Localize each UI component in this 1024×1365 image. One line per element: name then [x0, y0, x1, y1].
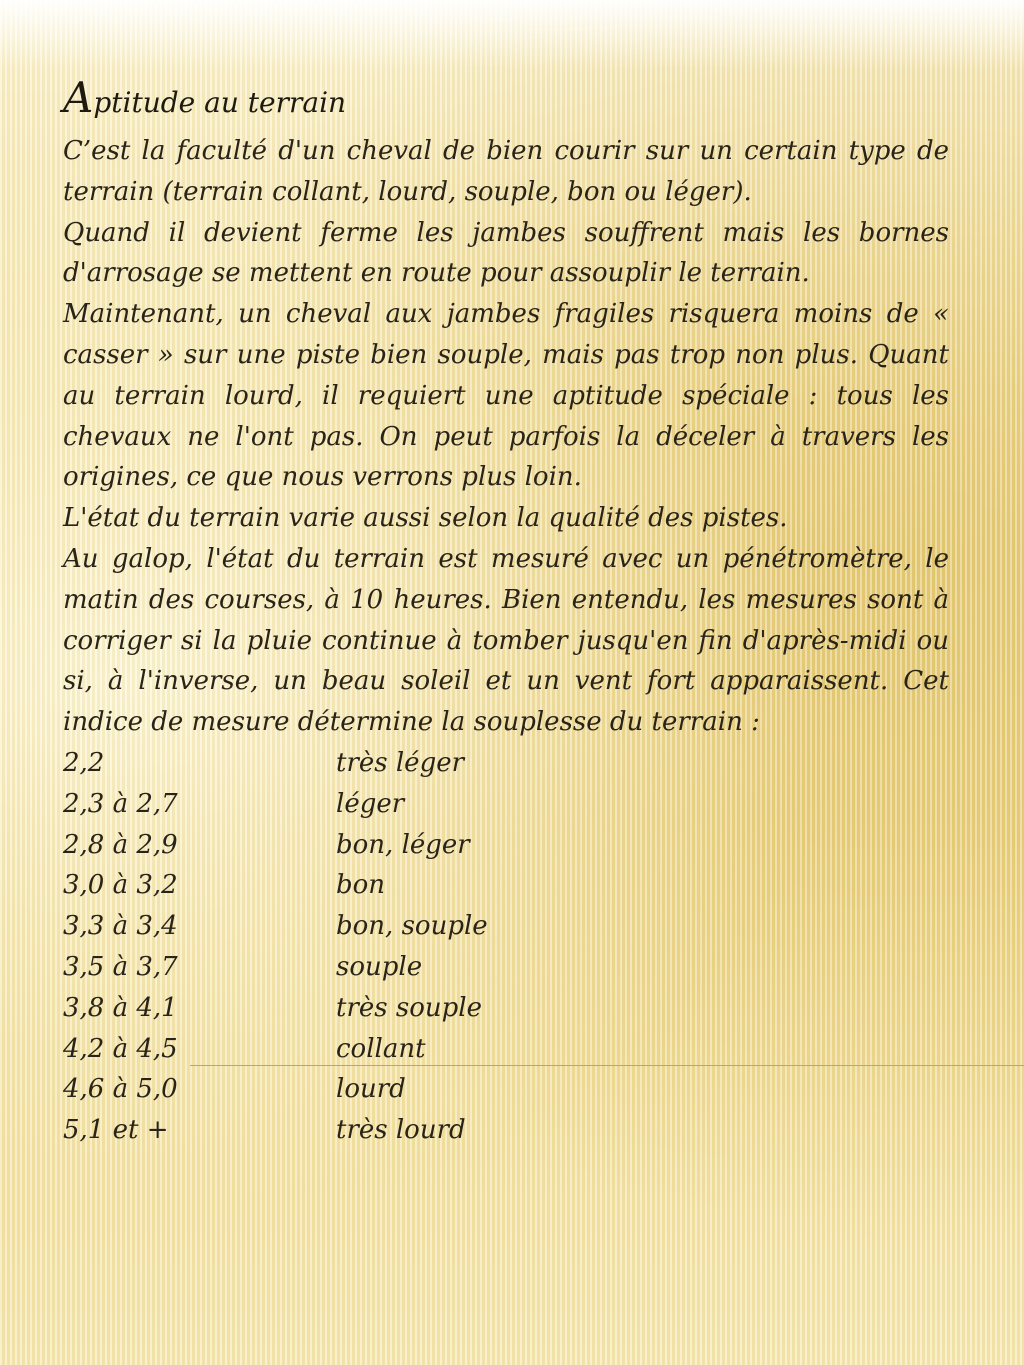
- scale-range: 4,6 à 5,0: [63, 1074, 178, 1105]
- scale-row: [63, 865, 949, 906]
- title-rest: ptitude au terrain: [93, 86, 347, 119]
- paragraph-track-quality: L'état du terrain varie aussi selon la qualité des pistes.: [63, 503, 788, 534]
- scale-range: 5,1 et +: [63, 1115, 169, 1146]
- scale-row: [63, 784, 949, 825]
- terrain-scale-list: [63, 743, 949, 1151]
- scale-label: collant: [336, 1033, 426, 1064]
- title-initial: A: [63, 73, 94, 122]
- paragraph-definition: C’est la faculté d'un cheval de bien courir sur un certain type de terrain (terrain collant, lourd, souple, bon ou léger).: [63, 136, 949, 207]
- paragraph-penetrometer: Au galop, l'état du terrain est mesuré avec un pénétromètre, le matin des courses, à 10 heures. Bien entendu, les mesures sont à corriger si la pluie continue à tomber jusqu'en fin d'après-midi ou si, à l'inverse, un beau soleil et un vent fort apparaissent. Cet indice de mesure détermine la souplesse du terrain :: [63, 543, 949, 738]
- top-fade: [0, 0, 1024, 70]
- scale-row: [63, 947, 949, 988]
- scale-label: souple: [336, 951, 423, 982]
- scale-range: 3,5 à 3,7: [63, 951, 178, 982]
- scale-range: 3,3 à 3,4: [63, 911, 178, 942]
- scale-row: [63, 743, 949, 784]
- scale-range: 2,8 à 2,9: [63, 829, 178, 860]
- scale-row: [63, 825, 949, 866]
- scale-row: [63, 1069, 949, 1110]
- scale-range: 2,3 à 2,7: [63, 788, 178, 819]
- paragraph-firm-ground: Quand il devient ferme les jambes souffrent mais les bornes d'arrosage se mettent en route pour assouplir le terrain.: [63, 217, 949, 289]
- scale-label: bon, souple: [336, 911, 488, 942]
- scale-row: [63, 906, 949, 947]
- scale-range: 4,2 à 4,5: [63, 1033, 178, 1064]
- scale-label: très léger: [336, 747, 465, 778]
- slide-content: [63, 70, 949, 1151]
- scale-label: bon, léger: [336, 829, 470, 860]
- scale-label: très lourd: [336, 1115, 466, 1146]
- scale-label: bon: [336, 870, 386, 901]
- scale-range: 3,8 à 4,1: [63, 992, 178, 1023]
- scale-range: 3,0 à 3,2: [63, 870, 178, 901]
- scale-label: lourd: [336, 1074, 406, 1105]
- scale-range: 2,2: [63, 747, 105, 778]
- paragraph-fragile-legs: Maintenant, un cheval aux jambes fragiles risquera moins de « casser » sur une piste bien souple, mais pas trop non plus. Quant au terrain lourd, il requiert une aptitude spéciale : tous les chevaux ne l'ont pas. On peut parfois la déceler à travers les origines, ce que nous verrons plus loin.: [63, 299, 949, 493]
- scale-row: [63, 988, 949, 1029]
- scale-label: léger: [336, 788, 405, 819]
- scale-row: [63, 1110, 949, 1151]
- scale-label: très souple: [336, 992, 482, 1023]
- scale-row: [63, 1029, 949, 1070]
- page-title: [63, 70, 949, 131]
